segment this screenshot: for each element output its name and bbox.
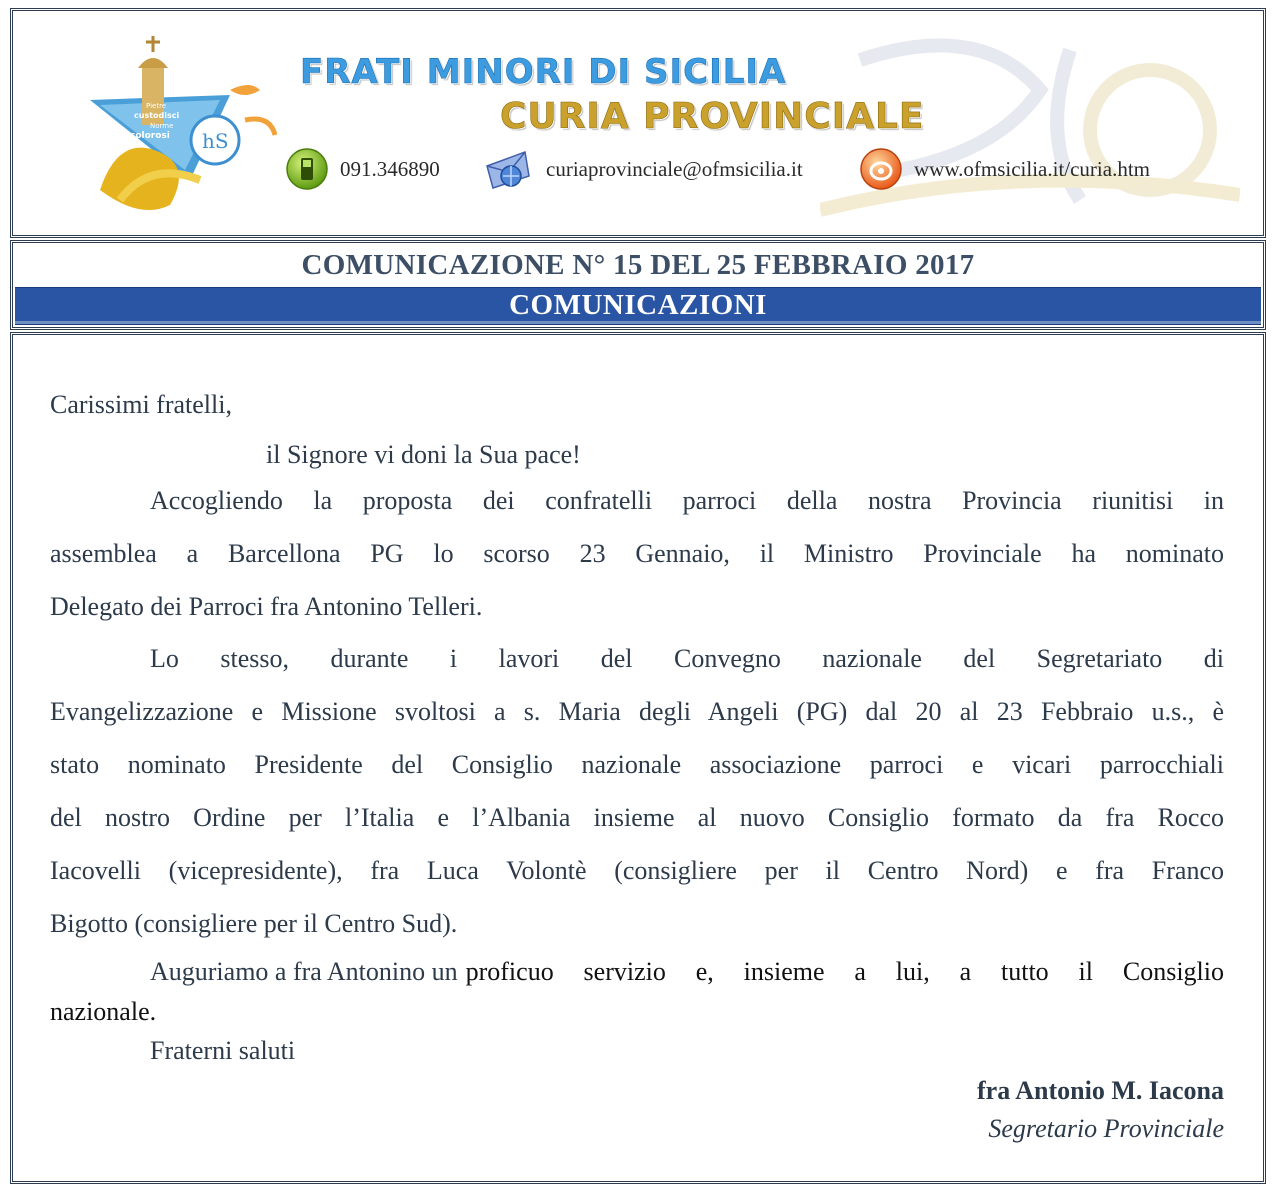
title-frame (10, 240, 1266, 330)
header-title-curia: CURIA PROVINCIALE (500, 96, 925, 137)
header-title-province: FRATI MINORI DI SICILIA (300, 52, 787, 92)
website-url[interactable]: www.ofmsicilia.it/curia.htm (914, 156, 1151, 181)
paragraph-3-part: Auguriamo a fra Antonino un (150, 957, 458, 986)
paragraph-3-line (50, 952, 1224, 992)
paragraph-1-line: Delegato dei Parroci fra Antonino Telleri. (50, 592, 483, 621)
logo-emblem (80, 30, 280, 220)
svg-text:hS: hS (202, 129, 229, 153)
paragraph-2-line: Lo stesso, durante i lavori del Convegno nazionale del Segretariato di (150, 644, 1224, 673)
contact-phone (284, 146, 440, 192)
web-icon (858, 146, 904, 192)
paragraph-1-line: Accogliendo la proposta dei confratelli parroci della nostra Provincia riunitisi in (150, 486, 1224, 515)
email-address[interactable]: curiaprovinciale@ofmsicilia.it (546, 156, 803, 181)
closing: Fraterni saluti (150, 1036, 296, 1065)
paragraph-2-line: stato nominato Presidente del Consiglio nazionale associazione parroci e vicari parrocchiali (50, 750, 1224, 779)
paragraph-2-line: Iacovelli (vicepresidente), fra Luca Volontè (consigliere per il Centro Nord) e fra Franco (50, 856, 1224, 885)
section-title: COMUNICAZIONI (509, 289, 767, 321)
signature-block (977, 1072, 1224, 1148)
contact-email (480, 146, 803, 192)
paragraph-3-line: nazionale. (50, 997, 157, 1026)
paragraph-2-line: Evangelizzazione e Missione svoltosi a s. Maria degli Angeli (PG) dal 20 al 23 Febbraio u.s., è (50, 697, 1224, 726)
paragraph-3-part: proficuo servizio e, insieme a lui, a tutto il Consiglio (465, 957, 1224, 986)
phone-icon (284, 146, 330, 192)
greeting: Carissimi fratelli, (50, 390, 232, 419)
paragraph-2-line: del nostro Ordine per l’Italia e l’Albania insieme al nuovo Consiglio formato da fra Rocco (50, 803, 1224, 832)
blessing: il Signore vi doni la Sua pace! (266, 440, 581, 469)
svg-text:Pietre: Pietre (146, 102, 167, 110)
signature-role: Segretario Provinciale (988, 1114, 1224, 1143)
paragraph-3 (50, 952, 1224, 1032)
mail-icon (480, 146, 536, 192)
svg-text:colorosi: colorosi (130, 131, 170, 141)
contact-website (858, 146, 1150, 192)
svg-text:Norme: Norme (150, 122, 174, 130)
section-band (15, 287, 1261, 325)
phone-number: 091.346890 (340, 156, 440, 181)
paragraph-1 (50, 474, 1224, 633)
communication-number: COMUNICAZIONE N° 15 DEL 25 FEBBRAIO 2017 (301, 249, 975, 281)
signature-name: fra Antonio M. Iacona (977, 1076, 1224, 1105)
paragraph-2-line: Bigotto (consigliere per il Centro Sud). (50, 909, 458, 938)
paragraph-2 (50, 632, 1224, 950)
svg-text:custodisci: custodisci (134, 111, 180, 120)
paragraph-1-line: assemblea a Barcellona PG lo scorso 23 Gennaio, il Ministro Provinciale ha nominato (50, 539, 1224, 568)
